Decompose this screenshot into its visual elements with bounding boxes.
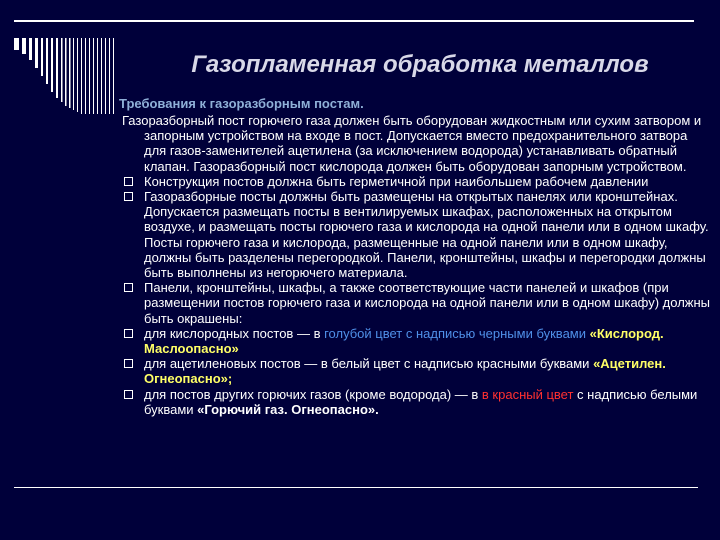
deco-bar bbox=[22, 38, 26, 54]
square-bullet-icon bbox=[124, 192, 133, 201]
deco-bar bbox=[65, 38, 67, 106]
deco-bar bbox=[89, 38, 90, 114]
acetylene-prefix: для ацетиленовых постов — в белый цвет с надписью красными буквами bbox=[144, 356, 594, 372]
deco-bar bbox=[51, 38, 53, 92]
list-item bbox=[120, 280, 712, 326]
bottom-divider bbox=[14, 487, 698, 488]
other-middle: с надписью белыми буквами bbox=[144, 386, 698, 417]
oxygen-prefix: для кислородных постов — в bbox=[144, 325, 325, 341]
acetylene-label: «Ацетилен. Огнеопасно» bbox=[144, 356, 666, 387]
square-bullet-icon bbox=[124, 177, 133, 186]
square-bullet-icon bbox=[124, 283, 133, 292]
other-color-text: в красный цвет bbox=[481, 386, 574, 402]
deco-bar bbox=[69, 38, 71, 108]
section-heading: Требования к газоразборным постам. bbox=[119, 96, 364, 111]
deco-bar bbox=[93, 38, 94, 114]
page-title: Газопламенная обработка металлов bbox=[191, 51, 649, 78]
deco-bar bbox=[101, 38, 102, 114]
deco-bar bbox=[73, 38, 74, 110]
list-item bbox=[120, 174, 712, 189]
other-suffix: . bbox=[375, 401, 379, 417]
deco-bar bbox=[85, 38, 86, 114]
deco-bar bbox=[35, 38, 38, 68]
deco-bar bbox=[113, 38, 114, 114]
deco-bar bbox=[29, 38, 32, 60]
deco-bar bbox=[14, 38, 19, 50]
top-divider bbox=[14, 20, 694, 22]
deco-bar bbox=[81, 38, 82, 114]
list-item bbox=[120, 189, 712, 280]
list-item bbox=[120, 356, 712, 386]
other-label: «Горючий газ. Огнеопасно» bbox=[197, 401, 376, 417]
deco-bar bbox=[56, 38, 58, 98]
deco-bar bbox=[109, 38, 110, 114]
intro-paragraph: Газоразборный пост горючего газа должен быть оборудован жидкостным или сухим затвором и запорным устройством на входе в пост. Допускается вместо предохранительного затвора для газов-заменителей ацетилена (за исключением водорода) устанавливать обратный клапан. Газоразборный пост кислорода должен быть оборудован запорным устройством. bbox=[122, 113, 702, 174]
square-bullet-icon bbox=[124, 390, 133, 399]
square-bullet-icon bbox=[124, 329, 133, 338]
list-item bbox=[120, 326, 712, 356]
acetylene-suffix: ; bbox=[227, 371, 233, 387]
other-prefix: для постов других горючих газов (кроме водорода) — в bbox=[144, 386, 482, 402]
deco-bar bbox=[41, 38, 43, 76]
list-item-text: Газоразборные посты должны быть размещены на открытых панелях или кронштейнах. Допускается размещать посты в вентилируемых шкафах, расположенных на открытом воздухе, и размещать посты горючего газа и кислорода на одной панели или в одном шкафу. Посты горючего газа и кислорода, размещенные на одной панели или в одном шкафу, должны быть разделены перегородкой. Панели, кронштейны, шкафы и перегородки должны быть выполнены из негорючего материала. bbox=[144, 189, 709, 281]
list-item bbox=[120, 387, 712, 417]
list-item-text: Панели, кронштейны, шкафы, а также соответствующие части панелей и шкафов (при размещении постов горючего газа и кислорода на одной панели или в одном шкафу) должны быть окрашены: bbox=[144, 280, 710, 326]
oxygen-label: «Кислород. Маслоопасно» bbox=[144, 325, 664, 357]
deco-bar bbox=[46, 38, 48, 84]
requirements-list bbox=[120, 174, 712, 417]
deco-bar bbox=[61, 38, 63, 102]
square-bullet-icon bbox=[124, 359, 133, 368]
oxygen-color-text: голубой цвет с надписью черными буквами bbox=[324, 325, 586, 341]
deco-bar bbox=[77, 38, 78, 112]
deco-bar bbox=[105, 38, 106, 114]
deco-bar bbox=[97, 38, 98, 114]
list-item-text: Конструкция постов должна быть герметичной при наибольшем рабочем давлении bbox=[144, 173, 649, 189]
content-body bbox=[120, 113, 712, 417]
